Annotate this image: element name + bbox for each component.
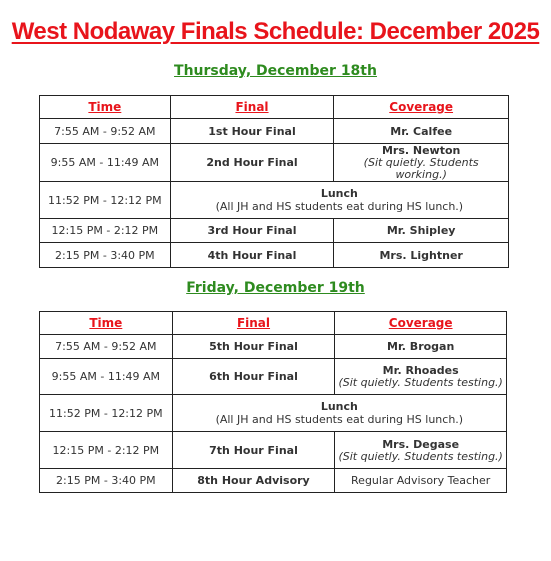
coverage-cell bbox=[335, 432, 507, 469]
final-cell: 3rd Hour Final bbox=[170, 219, 334, 243]
coverage-teacher: Mrs. Newton bbox=[381, 144, 461, 157]
final-cell: 4th Hour Final bbox=[170, 243, 334, 268]
final-cell: 5th Hour Final bbox=[172, 335, 335, 359]
coverage-cell: Mrs. Lightner bbox=[334, 243, 509, 268]
final-cell: 7th Hour Final bbox=[172, 432, 335, 469]
day-heading-friday: Friday, December 19th bbox=[186, 280, 365, 296]
coverage-cell: Mr. Brogan bbox=[335, 335, 507, 359]
time-cell: 12:15 PM - 2:12 PM bbox=[40, 219, 171, 243]
day-heading-thursday: Thursday, December 18th bbox=[174, 63, 377, 79]
final-cell: 2nd Hour Final bbox=[170, 144, 334, 182]
table-row bbox=[40, 243, 509, 268]
lunch-note: (All JH and HS students eat during HS lunch.) bbox=[215, 200, 464, 213]
table-row-lunch bbox=[40, 182, 509, 219]
coverage-note: (Sit quietly. Students testing.) bbox=[338, 449, 503, 463]
table-header-row bbox=[40, 312, 507, 335]
final-cell: 1st Hour Final bbox=[170, 119, 334, 144]
final-cell: 8th Hour Advisory bbox=[172, 469, 335, 493]
table-row bbox=[40, 119, 509, 144]
lunch-label: Lunch bbox=[320, 187, 358, 200]
table-row bbox=[40, 219, 509, 243]
header-time: Time bbox=[40, 96, 171, 119]
table-row bbox=[40, 432, 507, 469]
time-cell: 2:15 PM - 3:40 PM bbox=[40, 243, 171, 268]
lunch-cell bbox=[170, 182, 508, 219]
table-row bbox=[40, 335, 507, 359]
coverage-cell: Mr. Shipley bbox=[334, 219, 509, 243]
time-cell: 11:52 PM - 12:12 PM bbox=[40, 182, 171, 219]
table-row bbox=[40, 144, 509, 182]
time-cell: 12:15 PM - 2:12 PM bbox=[40, 432, 173, 469]
schedule-table-thursday bbox=[39, 95, 509, 268]
coverage-teacher: Mr. Rhoades bbox=[382, 364, 459, 377]
coverage-note: (Sit quietly. Students testing.) bbox=[338, 376, 503, 389]
header-final: Final bbox=[170, 96, 334, 119]
coverage-cell bbox=[335, 359, 507, 395]
time-cell: 2:15 PM - 3:40 PM bbox=[40, 469, 173, 493]
coverage-cell bbox=[334, 144, 509, 182]
schedule-table-friday bbox=[39, 311, 507, 493]
header-time: Time bbox=[40, 312, 173, 335]
time-cell: 9:55 AM - 11:49 AM bbox=[40, 359, 173, 395]
coverage-cell: Regular Advisory Teacher bbox=[335, 469, 507, 493]
lunch-note: (All JH and HS students eat during HS lunch.) bbox=[215, 413, 464, 426]
header-coverage: Coverage bbox=[334, 96, 509, 119]
header-final: Final bbox=[172, 312, 335, 335]
time-cell: 9:55 AM - 11:49 AM bbox=[40, 144, 171, 182]
coverage-teacher: Mrs. Degase bbox=[382, 437, 460, 451]
coverage-cell: Mr. Calfee bbox=[334, 119, 509, 144]
page-title: West Nodaway Finals Schedule: December 2025 bbox=[11, 18, 540, 45]
table-row-lunch bbox=[40, 395, 507, 432]
table-header-row bbox=[40, 96, 509, 119]
table-row bbox=[40, 359, 507, 395]
table-row bbox=[40, 469, 507, 493]
coverage-note: (Sit quietly. Students working.) bbox=[363, 156, 479, 181]
time-cell: 7:55 AM - 9:52 AM bbox=[40, 119, 171, 144]
time-cell: 11:52 PM - 12:12 PM bbox=[40, 395, 173, 432]
lunch-cell bbox=[172, 395, 506, 432]
time-cell: 7:55 AM - 9:52 AM bbox=[40, 335, 173, 359]
final-cell: 6th Hour Final bbox=[172, 359, 335, 395]
header-coverage: Coverage bbox=[335, 312, 507, 335]
lunch-label: Lunch bbox=[320, 400, 358, 413]
